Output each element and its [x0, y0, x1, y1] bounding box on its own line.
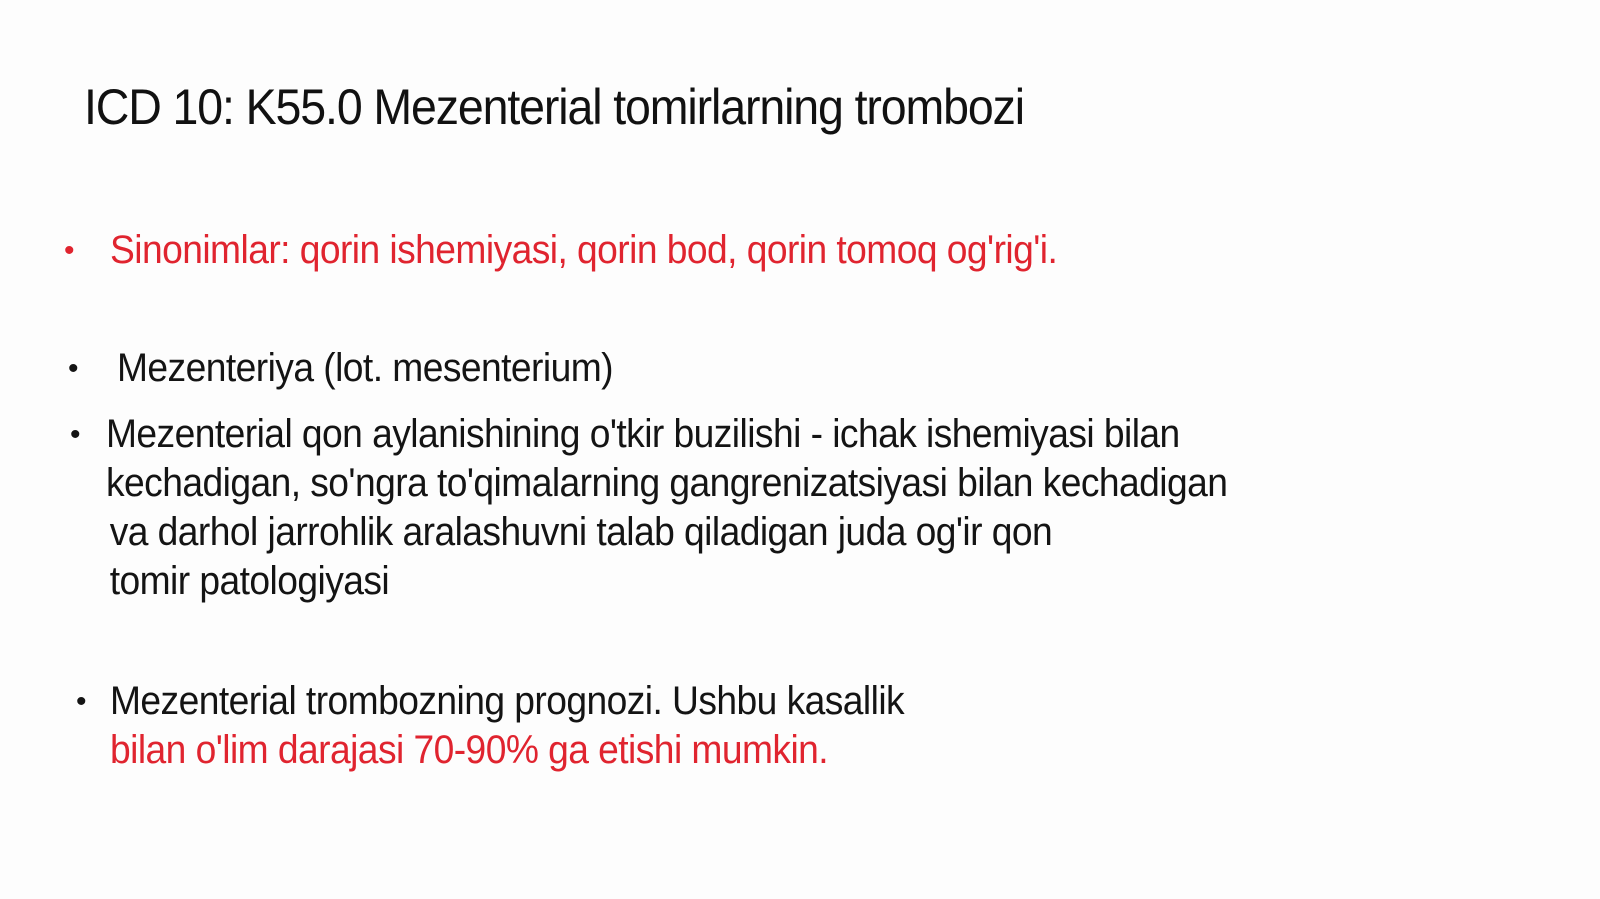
bullet-dot-icon: • — [68, 352, 78, 385]
bullet-text — [117, 344, 613, 393]
bullet-definition — [70, 410, 1312, 606]
bullet-dot-icon: • — [64, 234, 74, 267]
bullet-mesentery — [68, 344, 650, 393]
bullet-prognosis — [76, 677, 964, 775]
bullet-line: kechadigan, so'ngra to'qimalarning gangrenizatsiyasi bilan kechadigan — [106, 461, 1228, 505]
bullet-text — [110, 677, 904, 775]
bullet-line: Sinonimlar: qorin ishemiyasi, qorin bod, qorin tomoq og'rig'i. — [110, 228, 1058, 272]
bullet-dot-icon: • — [70, 418, 80, 451]
slide-title: ICD 10: K55.0 Mezenterial tomirlarning trombozi — [84, 79, 1024, 135]
bullet-line: va darhol jarrohlik aralashuvni talab qiladigan juda og'ir qon — [109, 510, 1053, 554]
bullet-line-highlight: bilan o'lim darajasi 70-90% ga etishi mumkin. — [110, 728, 829, 772]
bullet-line: Mezenterial trombozning prognozi. Ushbu kasallik — [110, 679, 905, 723]
bullet-line: tomir patologiyasi — [109, 559, 390, 603]
bullet-text — [110, 226, 1057, 275]
bullet-line: Mezenterial qon aylanishining o'tkir buzilishi - ichak ishemiyasi bilan — [106, 412, 1180, 456]
bullet-text — [106, 410, 1227, 606]
bullet-line: Mezenteriya (lot. mesenterium) — [117, 346, 613, 390]
bullet-synonyms — [64, 226, 1129, 275]
bullet-dot-icon: • — [76, 685, 86, 718]
